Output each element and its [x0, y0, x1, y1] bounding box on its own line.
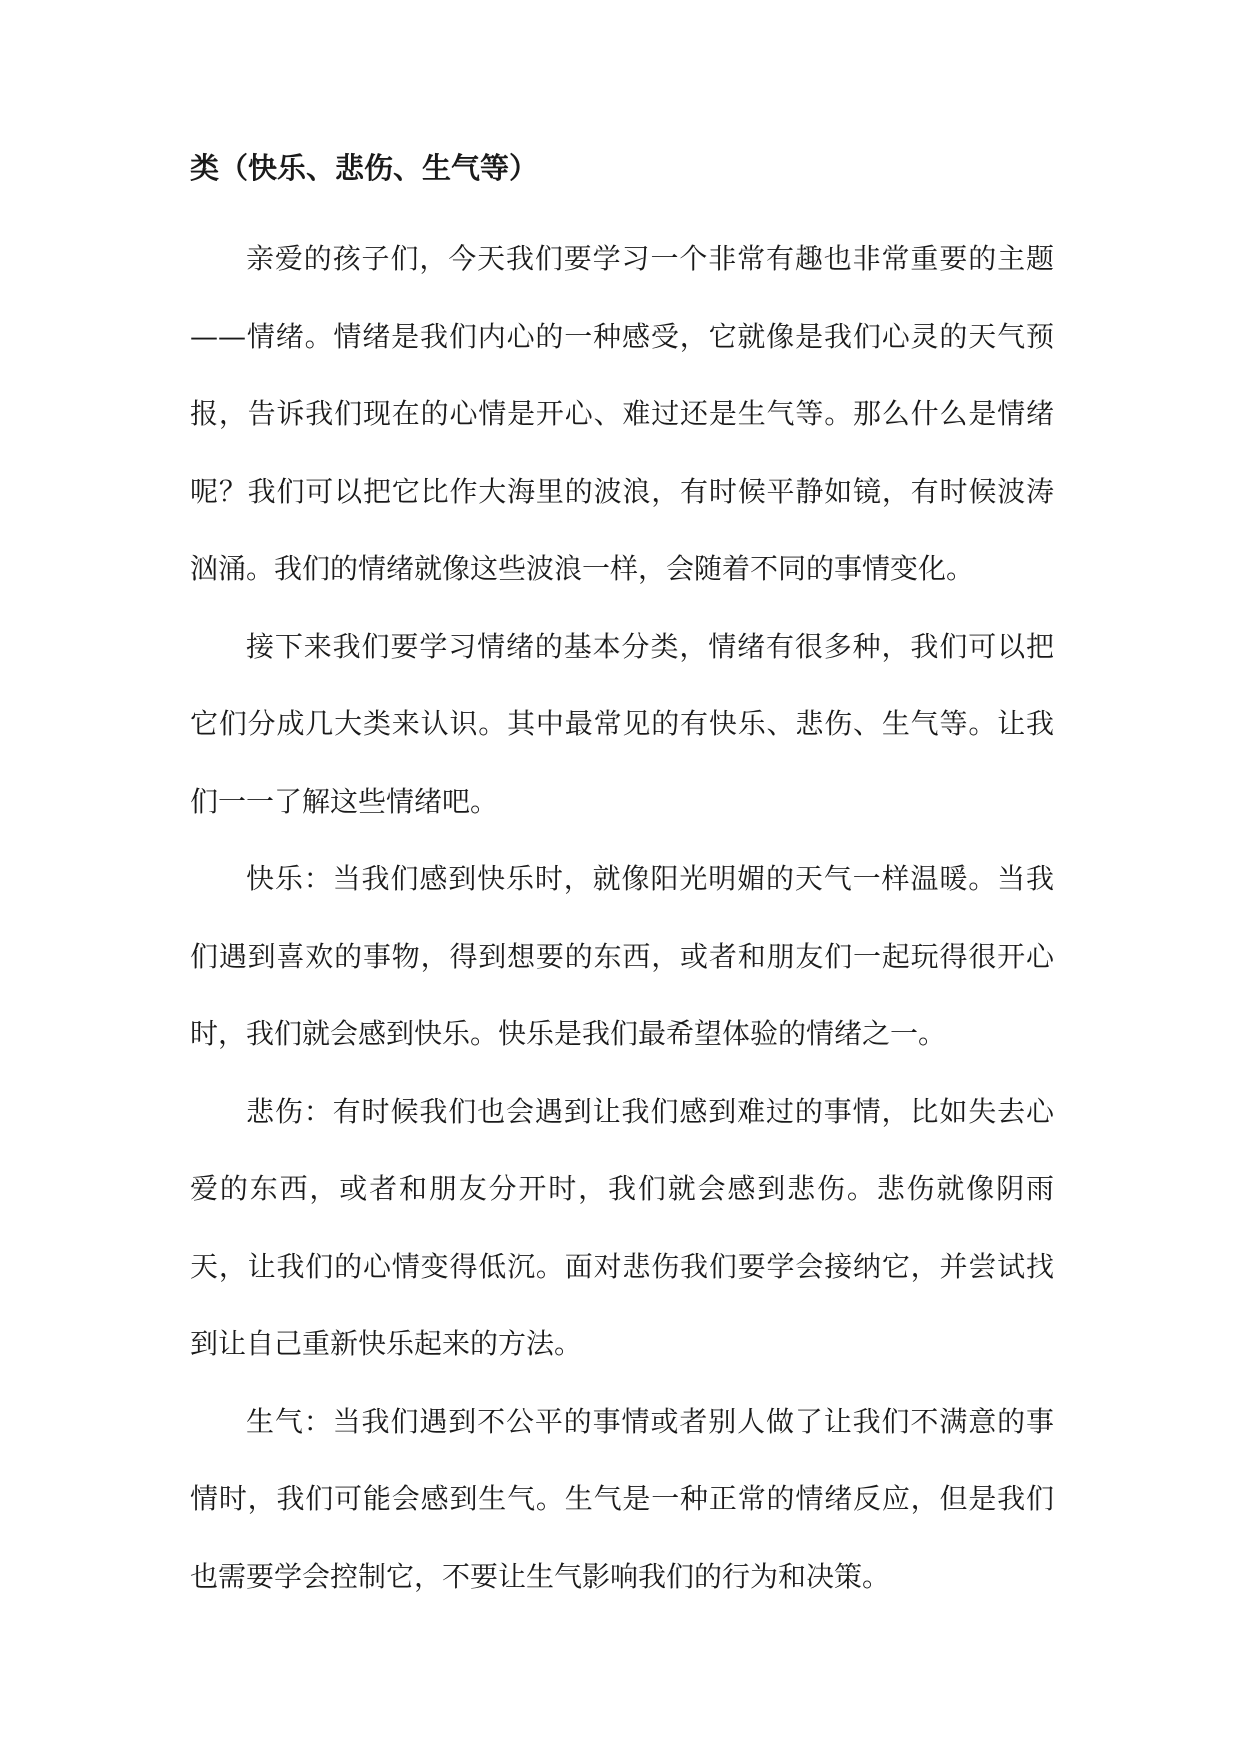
paragraph-anger: 生气：当我们遇到不公平的事情或者别人做了让我们不满意的事情时，我们可能会感到生气。生气是一种正常的情绪反应，但是我们也需要学会控制它，不要让生气影响我们的行为和决策。: [190, 1404, 1054, 1593]
paragraph-sadness: 悲伤：有时候我们也会遇到让我们感到难过的事情，比如失去心爱的东西，或者和朋友分开时，我们就会感到悲伤。悲伤就像阴雨天，让我们的心情变得低沉。面对悲伤我们要学会接纳它，并尝试找到让自己重新快乐起来的方法。: [190, 1094, 1054, 1360]
paragraph-classification: 接下来我们要学习情绪的基本分类，情绪有很多种，我们可以把它们分成几大类来认识。其中最常见的有快乐、悲伤、生气等。让我们一一了解这些情绪吧。: [190, 629, 1054, 818]
paragraph-intro: 亲爱的孩子们，今天我们要学习一个非常有趣也非常重要的主题——情绪。情绪是我们内心的一种感受，它就像是我们心灵的天气预报，告诉我们现在的心情是开心、难过还是生气等。那么什么是情绪呢？我们可以把它比作大海里的波浪，有时候平静如镜，有时候波涛汹涌。我们的情绪就像这些波浪一样，会随着不同的事情变化。: [190, 242, 1054, 585]
paragraph-happiness: 快乐：当我们感到快乐时，就像阳光明媚的天气一样温暖。当我们遇到喜欢的事物，得到想要的东西，或者和朋友们一起玩得很开心时，我们就会感到快乐。快乐是我们最希望体验的情绪之一。: [190, 862, 1054, 1050]
document-body: [190, 143, 1054, 1615]
section-heading: 类（快乐、悲伤、生气等）: [190, 151, 539, 185]
